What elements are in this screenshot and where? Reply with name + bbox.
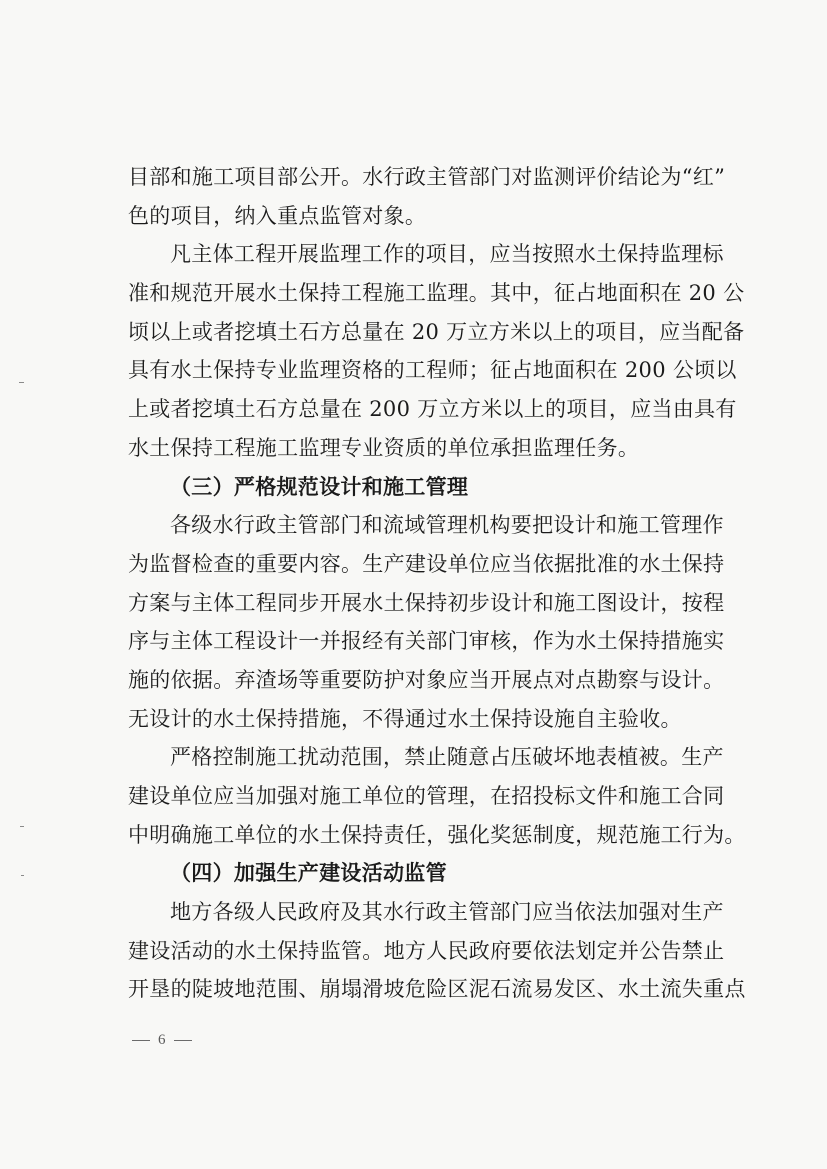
text-line: 目部和施工项目部公开。水行政主管部门对监测评价结论为“红”	[128, 165, 726, 189]
paragraph-start: 各级水行政主管部门和流域管理机构要把设计和施工管理作	[170, 513, 724, 538]
text-line: 建设单位应当加强对施工单位的管理，在招投标文件和施工合同	[128, 784, 725, 808]
text-line: 方案与主体工程同步开展水土保持初步设计和施工图设计，按程	[128, 590, 725, 615]
text-line: 顷以上或者挖填土石方总量在 20 万立方米以上的项目，应当配备	[128, 319, 745, 344]
text-line: 施的依据。弃渣场等重要防护对象应当开展点对点勘察与设计。	[128, 667, 725, 692]
section-heading-3: （三）严格规范设计和施工管理	[170, 473, 469, 499]
text-line: 无设计的水土保持措施，不得通过水土保持设施自主验收。	[128, 706, 682, 731]
text-line: 序与主体工程设计一并报经有关部门审核，作为水土保持措施实	[128, 629, 725, 654]
text-line: 中明确施工单位的水土保持责任，强化奖惩制度，规范施工行为。	[128, 822, 746, 847]
text-line: 开垦的陡坡地范围、崩塌滑坡危险区泥石流易发区、水土流失重点	[128, 977, 746, 1002]
text-line: 水土保持工程施工监理专业资质的单位承担监理任务。	[128, 435, 640, 460]
text-line: 色的项目，纳入重点监管对象。	[128, 203, 427, 228]
paragraph-start: 地方各级人民政府及其水行政主管部门应当依法加强对生产	[170, 900, 724, 925]
page-number: 6	[158, 1032, 166, 1048]
text-line: 建设活动的水土保持监管。地方人民政府要依法划定并公告禁止	[128, 938, 725, 963]
text-line: 具有水土保持专业监理资格的工程师；征占地面积在 200 公顷以	[128, 358, 737, 383]
paragraph-start: 严格控制施工扰动范围，禁止随意占压破坏地表植被。生产	[170, 745, 724, 770]
footer-dash-right	[174, 1040, 192, 1041]
scan-mark	[19, 382, 24, 383]
footer-dash-left	[132, 1040, 150, 1041]
scan-mark	[20, 826, 24, 827]
scan-mark	[21, 875, 24, 876]
section-heading-4: （四）加强生产建设活动监管	[170, 860, 447, 886]
text-line: 为监督检查的重要内容。生产建设单位应当依据批准的水土保持	[128, 551, 725, 576]
body-text	[128, 158, 746, 1009]
text-line: 准和规范开展水土保持工程施工监理。其中，征占地面积在 20 公	[128, 281, 745, 306]
page-number-footer	[124, 1030, 200, 1050]
paragraph-start: 凡主体工程开展监理工作的项目，应当按照水土保持监理标	[170, 242, 724, 267]
text-line: 上或者挖填土石方总量在 200 万立方米以上的项目，应当由具有	[128, 397, 737, 422]
